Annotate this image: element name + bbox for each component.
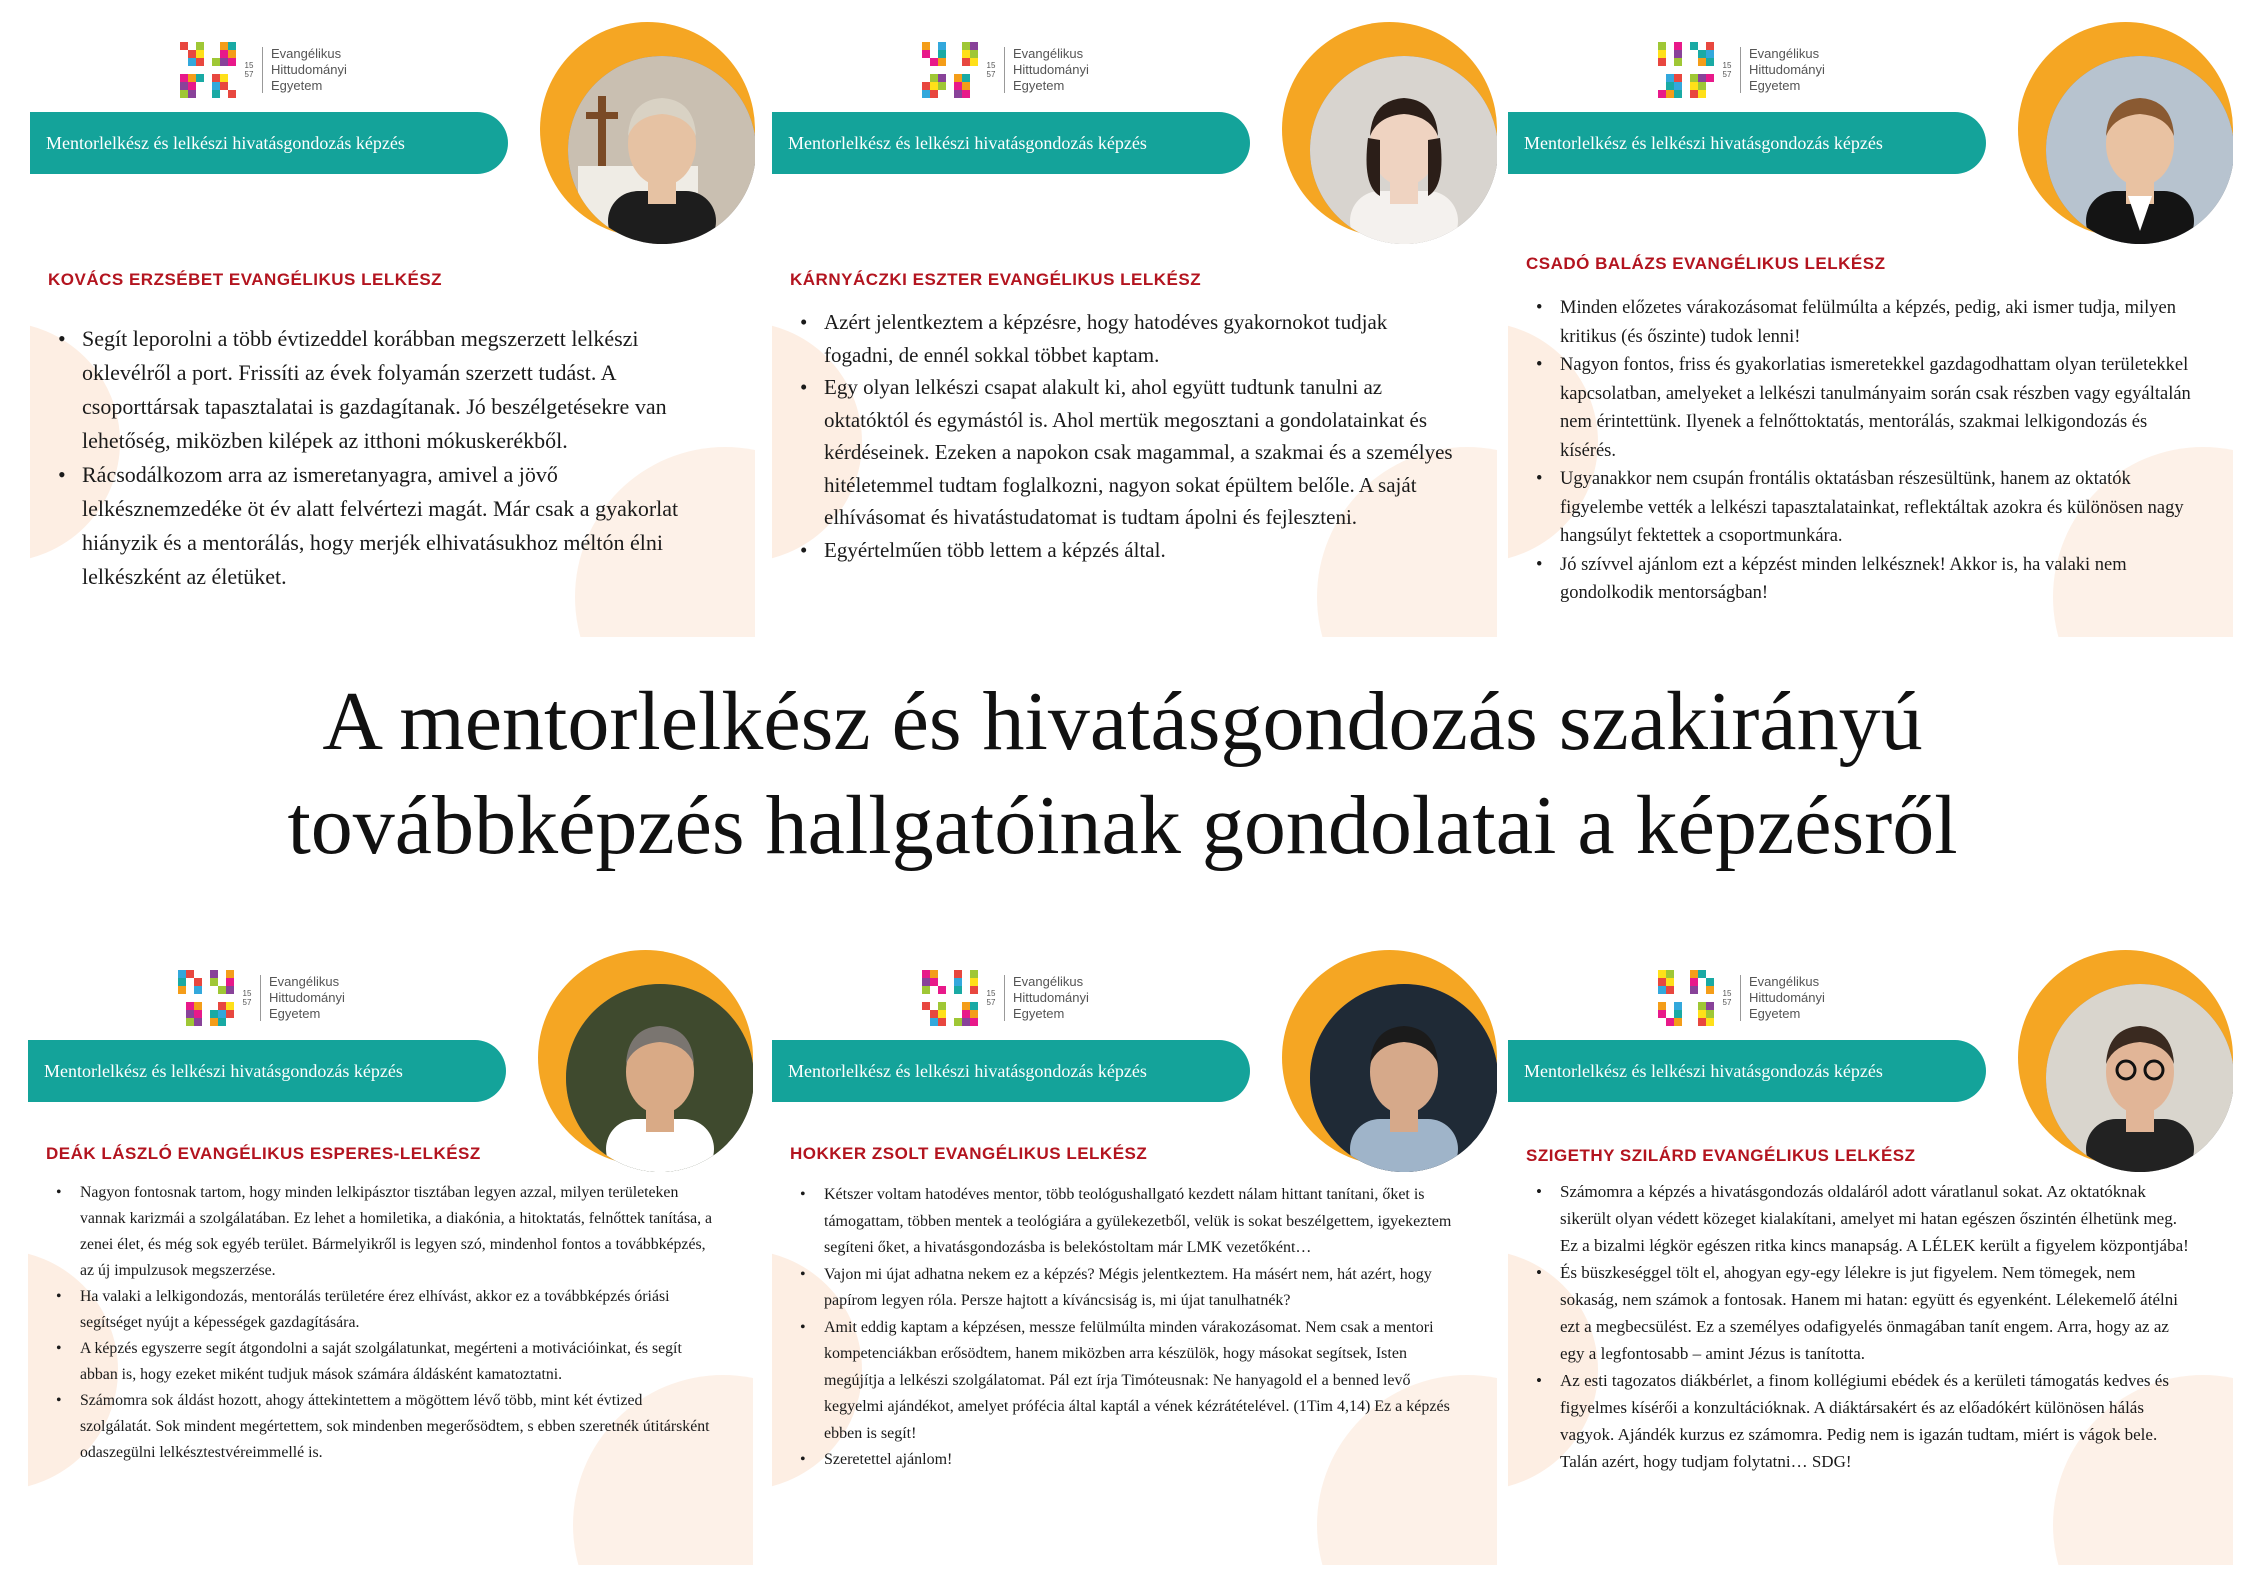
person-silhouette-icon — [566, 984, 753, 1172]
testimonial-point: • Számomra a képzés a hivatásgondozás oldaláról adott váratlanul sokat. Az oktatóknak sikerült olyan védett közeget kialakítani, amelyet mi hatan egészen őszintén élhetünk meg. Ez a bizalmi légkör egészen ritka kincs manapság. A LÉLEK került a figyelem központjába! — [1560, 1178, 2193, 1259]
university-name — [269, 974, 345, 1022]
founding-year — [1722, 989, 1732, 1007]
year-top: 15 — [1722, 61, 1732, 70]
university-name-line-1: Evangélikus — [1013, 974, 1084, 989]
university-name-line-2: Hittudományi — [1749, 62, 1825, 77]
testimonial-point: • Azért jelentkeztem a képzésre, hogy hatodéves gyakornokot tudjak fogadni, de ennél sokkal többet kaptam. — [824, 306, 1457, 371]
university-logo — [1658, 42, 1825, 98]
testimonial-point: • Segít leporolni a több évtizeddel korábban megszerzett lelkészi oklevélről a port. Frissíti az évek folyamán szerzett tudást. A csoporttársak tapasztalatai is gazdagítanak. Jó beszélgetésekre van lehetőség, miközben kilépek az itthoni mókuskerékből. — [82, 322, 715, 458]
university-name — [1749, 974, 1825, 1022]
collage-headline — [0, 670, 2245, 878]
year-top: 15 — [986, 989, 996, 998]
testimonial-card — [1508, 950, 2233, 1565]
testimonial-list — [1508, 1178, 2193, 1475]
speaker-name: KOVÁCS ERZSÉBET EVANGÉLIKUS LELKÉSZ — [48, 270, 443, 289]
testimonial-point: • Ha valaki a lelkigondozás, mentorálás területére érez elhívást, akkor ez a továbbképzés óriási segítséget nyújt a képességek gazdagítására. — [80, 1284, 713, 1336]
portrait-frame — [2018, 22, 2233, 237]
university-name-line-3: Egyetem — [269, 1006, 321, 1021]
testimonial-point: • Egy olyan lelkészi csapat alakult ki, ahol együtt tudtunk tanulni az oktatóktól és egymástól is. Ahol mertük megosztani a gondolatainkat és kérdéseinek. Ezeken a napokon csak magammal, a szakmai és a személyes hitéletemmel tudtam foglalkozni, nagyon sokat épültem belőle. A saját elhívásomat és hivatástudatomat is tudtam ápolni és fejleszteni. — [824, 371, 1457, 534]
university-logo — [180, 42, 347, 98]
university-logo — [922, 42, 1089, 98]
logo-divider — [1004, 975, 1005, 1021]
university-name-line-3: Egyetem — [1749, 78, 1801, 93]
logo-divider — [262, 47, 263, 93]
testimonial-point: • Minden előzetes várakozásomat felülmúlta a képzés, pedig, aki ismer tudja, milyen kritikus (és őszinte) tudok lenni! — [1560, 294, 2193, 351]
cross-mosaic-icon — [180, 42, 236, 98]
university-name-line-1: Evangélikus — [271, 46, 342, 61]
university-name — [271, 46, 347, 94]
testimonial-list — [30, 322, 715, 594]
testimonial-point: • Jó szívvel ajánlom ezt a képzést minden lelkésznek! Akkor is, ha valaki nem gondolkodik mentorságban! — [1560, 551, 2193, 608]
university-name-line-2: Hittudományi — [1749, 990, 1825, 1005]
person-silhouette-icon — [568, 56, 755, 244]
university-name — [1013, 974, 1089, 1022]
university-name-line-1: Evangélikus — [269, 974, 340, 989]
university-name-line-3: Egyetem — [1013, 1006, 1065, 1021]
cross-mosaic-icon — [922, 42, 978, 98]
speaker-name: SZIGETHY SZILÁRD EVANGÉLIKUS LELKÉSZ — [1526, 1146, 1916, 1165]
headline-line-1: A mentorlelkész és hivatásgondozás szakirányú — [322, 675, 1923, 768]
university-name-line-1: Evangélikus — [1749, 974, 1820, 989]
university-name — [1013, 46, 1089, 94]
logo-divider — [1004, 47, 1005, 93]
founding-year — [986, 61, 996, 79]
university-logo — [178, 970, 345, 1026]
testimonial-point: • Amit eddig kaptam a képzésen, messze felülmúlta minden várakozásomat. Nem csak a mentori kompetenciákban erősödtem, hanem miközben arra készülök, hogy másokat segítsek, Isten megújítja a lelkészi szolgálatomat. Pál ezt írja Timóteusnak: Ne hanyagold el a benned levő kegyelmi ajándékot, amelyet prófécia által kaptál a vének kézrátételével. (1Tim 4,14) Ez a képzés ebben is segít! — [824, 1315, 1457, 1448]
program-label-pill: Mentorlelkész és lelkészi hivatásgondozás képzés — [30, 112, 508, 174]
logo-divider — [1740, 975, 1741, 1021]
year-top: 15 — [1722, 989, 1732, 998]
year-bottom: 57 — [986, 70, 996, 79]
program-label-pill: Mentorlelkész és lelkészi hivatásgondozás képzés — [1508, 112, 1986, 174]
speaker-name: KÁRNYÁCZKI ESZTER EVANGÉLIKUS LELKÉSZ — [790, 270, 1202, 289]
testimonial-point: • A képzés egyszerre segít átgondolni a saját szolgálatunkat, megérteni a motivációinkat, és segít abban is, hogy ezeket miként tudjuk mások számára áldásként kamatoztatni. — [80, 1336, 713, 1388]
university-name-line-2: Hittudományi — [269, 990, 345, 1005]
university-name — [1749, 46, 1825, 94]
university-logo — [922, 970, 1089, 1026]
speaker-name: HOKKER ZSOLT EVANGÉLIKUS LELKÉSZ — [790, 1144, 1148, 1163]
testimonial-point: • Nagyon fontosnak tartom, hogy minden lelkipásztor tisztában legyen azzal, milyen területeken vannak karizmái a szolgálatában. Ez lehet a homiletika, a diakónia, a hitoktatás, felnőttek tanítása, a zenei élet, és még sok egyéb terület. Bármelyikről is legyen szó, mindenhol fontos a továbbképzés, az új impulzusok megszerzése. — [80, 1180, 713, 1284]
portrait-photo — [568, 56, 755, 244]
year-bottom: 57 — [1722, 998, 1732, 1007]
testimonial-point: • Ugyanakkor nem csupán frontális oktatásban részesültünk, hanem az oktatók figyelembe vették a lelkészi tapasztalatainkat, reflektáltak azokra és különösen nagy hangsúlyt fektettek a csoportmunkára. — [1560, 465, 2193, 551]
program-label-pill: Mentorlelkész és lelkészi hivatásgondozás képzés — [772, 1040, 1250, 1102]
speaker-name: CSADÓ BALÁZS EVANGÉLIKUS LELKÉSZ — [1526, 254, 1886, 273]
testimonial-list — [772, 1182, 1457, 1474]
testimonial-card — [772, 22, 1497, 637]
logo-divider — [1740, 47, 1741, 93]
program-label-pill: Mentorlelkész és lelkészi hivatásgondozás képzés — [772, 112, 1250, 174]
year-top: 15 — [242, 989, 252, 998]
year-bottom: 57 — [242, 998, 252, 1007]
headline-line-2: továbbképzés hallgatóinak gondolatai a képzésről — [287, 779, 1958, 872]
person-silhouette-icon — [2046, 984, 2233, 1172]
testimonial-card — [28, 950, 753, 1565]
speaker-name: DEÁK LÁSZLÓ EVANGÉLIKUS ESPERES-LELKÉSZ — [46, 1144, 481, 1163]
testimonial-card — [1508, 22, 2233, 637]
founding-year — [986, 989, 996, 1007]
university-name-line-1: Evangélikus — [1749, 46, 1820, 61]
year-bottom: 57 — [986, 998, 996, 1007]
university-name-line-2: Hittudományi — [1013, 62, 1089, 77]
testimonial-list — [772, 306, 1457, 566]
testimonial-point: • És büszkeséggel tölt el, ahogyan egy-egy lélekre is jut figyelem. Nem tömegek, nem sokaság, nem számok a fontosak. Hanem mi hatan: együtt és egyenként. Lélekemelő átélni ezt a megbecsülést. Ez a személyes odafigyelés önmagában tanít engem. Arra, hogy az az egy a legfontosabb – amint Jézus is tanította. — [1560, 1259, 2193, 1367]
testimonial-card — [772, 950, 1497, 1565]
testimonial-point: • Vajon mi újat adhatna nekem ez a képzés? Mégis jelentkeztem. Ha másért nem, hát azért, hogy papírom legyen róla. Persze hajtott a kíváncsiság is, mi újat tanulhatnék? — [824, 1262, 1457, 1315]
portrait-frame — [2018, 950, 2233, 1165]
portrait-frame — [540, 22, 755, 237]
university-name-line-3: Egyetem — [1749, 1006, 1801, 1021]
university-name-line-3: Egyetem — [1013, 78, 1065, 93]
portrait-photo — [1310, 984, 1497, 1172]
portrait-photo — [566, 984, 753, 1172]
university-name-line-2: Hittudományi — [271, 62, 347, 77]
university-name-line-3: Egyetem — [271, 78, 323, 93]
portrait-photo — [2046, 984, 2233, 1172]
portrait-frame — [1282, 22, 1497, 237]
testimonial-point: • Az esti tagozatos diákbérlet, a finom kollégiumi ebédek és a kerületi támogatás kedves és figyelmes kísérői a konzultációknak. A diáktársakért és az előadókért különösen hálás vagyok. Ajándék kurzus ez számomra. Pedig nem is igazán tudtam, miért is vágok bele. Talán azért, hogy tudjam folytatni… SDG! — [1560, 1367, 2193, 1475]
university-name-line-1: Evangélikus — [1013, 46, 1084, 61]
testimonial-point: • Egyértelműen több lettem a képzés által. — [824, 534, 1457, 567]
person-silhouette-icon — [1310, 984, 1497, 1172]
portrait-photo — [2046, 56, 2233, 244]
program-label-pill: Mentorlelkész és lelkészi hivatásgondozás képzés — [28, 1040, 506, 1102]
portrait-photo — [1310, 56, 1497, 244]
cross-mosaic-icon — [178, 970, 234, 1026]
cross-mosaic-icon — [922, 970, 978, 1026]
testimonial-list — [1508, 294, 2193, 608]
cross-mosaic-icon — [1658, 970, 1714, 1026]
year-top: 15 — [244, 61, 254, 70]
testimonial-point: • Nagyon fontos, friss és gyakorlatias ismeretekkel gazdagodhattam olyan területekkel kapcsolatban, amelyeket a lelkészi tanulmányaim során csak részben vagy egyáltalán nem érintettünk. Ilyenek a felnőttoktatás, mentorálás, szakmai lelkigondozás és kísérés. — [1560, 351, 2193, 465]
testimonial-point: • Szeretettel ajánlom! — [824, 1447, 1457, 1474]
year-bottom: 57 — [244, 70, 254, 79]
program-label-pill: Mentorlelkész és lelkészi hivatásgondozás képzés — [1508, 1040, 1986, 1102]
testimonial-point: • Rácsodálkozom arra az ismeretanyagra, amivel a jövő lelkésznemzedéke öt év alatt felvértezi magát. Már csak a gyakorlat hiányzik és a mentorálás, hogy merjék elhivatásukhoz méltón élni lelkészként az életüket. — [82, 458, 715, 594]
testimonial-point: • Kétszer voltam hatodéves mentor, több teológushallgató kezdett nálam hittant tanítani, őket is támogattam, többen mentek a teológiára a gyülekezetből, velük is sokat beszélgettem, igyekeztem segíteni őket, a hivatásgondozásba is belekóstoltam már LMK vezetőként… — [824, 1182, 1457, 1262]
portrait-frame — [1282, 950, 1497, 1165]
portrait-frame — [538, 950, 753, 1165]
person-silhouette-icon — [1310, 56, 1497, 244]
person-silhouette-icon — [2046, 56, 2233, 244]
founding-year — [1722, 61, 1732, 79]
year-top: 15 — [986, 61, 996, 70]
founding-year — [242, 989, 252, 1007]
testimonial-point: • Számomra sok áldást hozott, ahogy áttekintettem a mögöttem lévő több, mint két évtized szolgálatát. Sok mindent megértettem, sok mindenben megerősödtem, s ebben szeretnék útitársként odaszegülni lelkésztestvéreimmellé is. — [80, 1388, 713, 1466]
logo-divider — [260, 975, 261, 1021]
testimonial-list — [28, 1180, 713, 1466]
founding-year — [244, 61, 254, 79]
testimonial-card — [30, 22, 755, 637]
university-logo — [1658, 970, 1825, 1026]
cross-mosaic-icon — [1658, 42, 1714, 98]
year-bottom: 57 — [1722, 70, 1732, 79]
university-name-line-2: Hittudományi — [1013, 990, 1089, 1005]
